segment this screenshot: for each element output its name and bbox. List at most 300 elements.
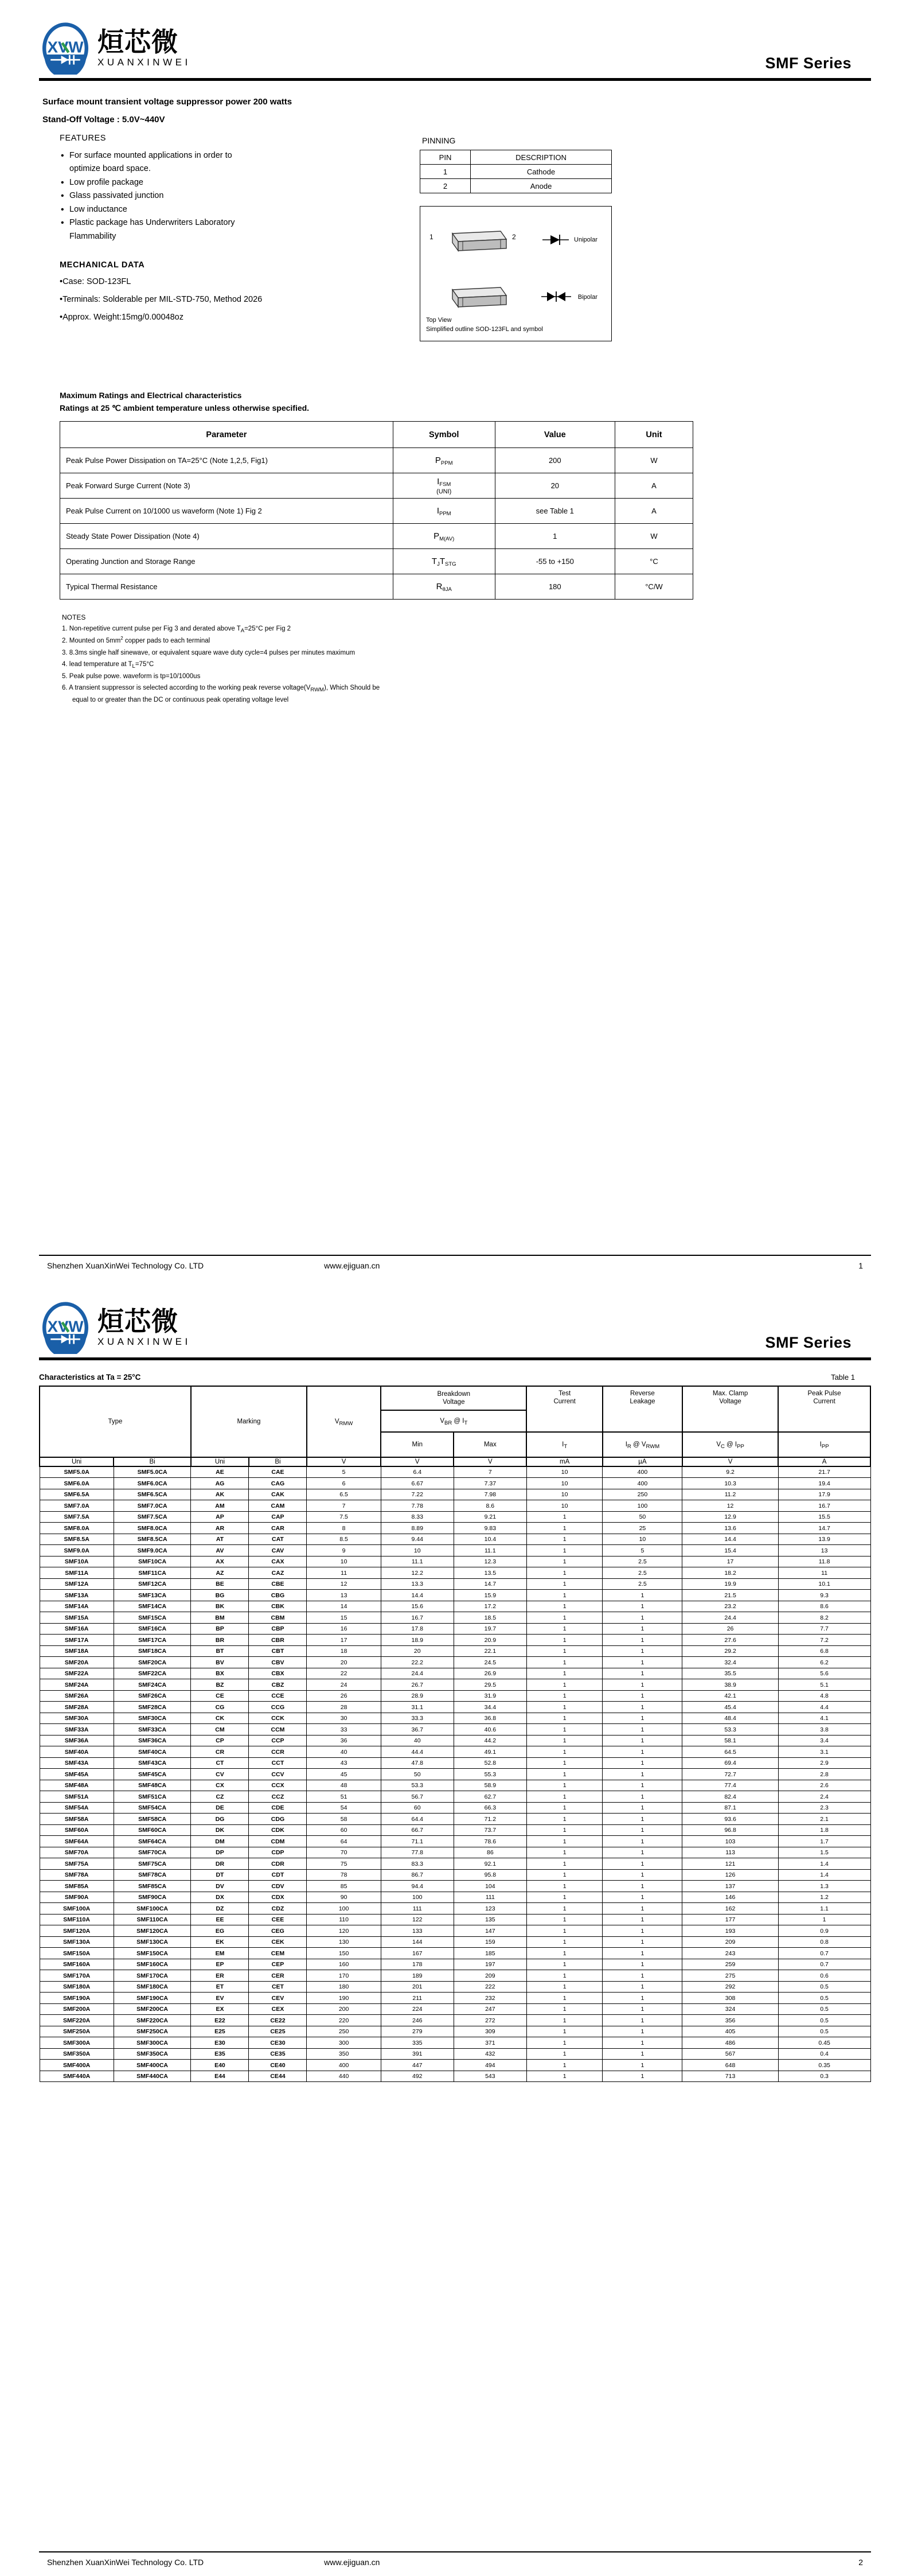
marking-uni: EP: [191, 1959, 249, 1970]
peak-pulse-current: 0.6: [778, 1970, 870, 1982]
notes-heading: NOTES: [62, 613, 86, 621]
type-bi: SMF8.5CA: [114, 1534, 191, 1545]
marking-uni: BX: [191, 1668, 249, 1679]
reverse-leakage: 400: [603, 1478, 682, 1489]
units-row: [40, 1457, 870, 1466]
note-item: equal to or greater than the DC or continuous peak operating voltage level: [72, 696, 289, 703]
table-row: [40, 1478, 870, 1489]
footer-website-2[interactable]: www.ejiguan.cn: [324, 2558, 380, 2567]
clamp-voltage: 69.4: [682, 1757, 778, 1769]
test-current: 1: [526, 1623, 603, 1635]
vrwm: 70: [307, 1847, 381, 1858]
footer-website[interactable]: www.ejiguan.cn: [324, 1261, 380, 1270]
marking-uni: EK: [191, 1936, 249, 1948]
footer-divider: [39, 1255, 871, 1256]
unit-cell: A: [615, 473, 693, 499]
feature-item: • Low inductance: [60, 203, 406, 216]
marking-uni: CP: [191, 1735, 249, 1746]
type-uni: SMF90A: [40, 1892, 114, 1903]
clamp-voltage: 405: [682, 2026, 778, 2037]
vbr-max: 12.3: [454, 1556, 526, 1567]
note-item: 3. 8.3ms single half sinewave, or equivalent square wave duty cycle=4 pulses per minutes maximum: [62, 649, 356, 656]
symbol-cell: [393, 448, 495, 473]
marking-bi: CDT: [249, 1869, 307, 1881]
clamp-voltage: 93.6: [682, 1814, 778, 1825]
test-current: 1: [526, 1523, 603, 1534]
type-uni: SMF54A: [40, 1802, 114, 1814]
vbr-min: 492: [381, 2071, 454, 2082]
mechanical-item: •Case: SOD-123FL: [60, 277, 131, 287]
type-bi: SMF400CA: [114, 2060, 191, 2071]
vbr-min: 60: [381, 1802, 454, 1814]
vbr-max: 135: [454, 1914, 526, 1925]
type-bi: SMF170CA: [114, 1970, 191, 1982]
vbr-max: 86: [454, 1847, 526, 1858]
vbr-min: 66.7: [381, 1824, 454, 1836]
type-uni: SMF58A: [40, 1814, 114, 1825]
symbol-main: P: [433, 531, 440, 541]
peak-pulse-current: 1: [778, 1914, 870, 1925]
unit-cell: °C/W: [615, 574, 693, 600]
test-current: 1: [526, 1869, 603, 1881]
reverse-leakage: 2.5: [603, 1578, 682, 1590]
table-row: [40, 1534, 870, 1545]
reverse-leakage: 1: [603, 1892, 682, 1903]
vrwm: 11: [307, 1567, 381, 1579]
unipolar-symbol-icon: [541, 233, 570, 247]
marking-bi: CBK: [249, 1601, 307, 1612]
marking-uni: DK: [191, 1824, 249, 1836]
marking-bi: CAG: [249, 1478, 307, 1489]
pin-number: 2: [420, 179, 471, 193]
table-header-row: [40, 1386, 870, 1410]
type-uni: SMF180A: [40, 1981, 114, 1993]
vbr-min: 40: [381, 1735, 454, 1746]
test-current: 1: [526, 1601, 603, 1612]
vbr-max: 18.5: [454, 1612, 526, 1624]
table-row: [40, 1702, 870, 1713]
test-current: 1: [526, 2026, 603, 2037]
reverse-leakage: 1: [603, 2048, 682, 2060]
vbr-min: 14.4: [381, 1590, 454, 1601]
symbol-sub: J: [437, 561, 440, 567]
marking-uni: BR: [191, 1635, 249, 1646]
clamp-voltage: 648: [682, 2060, 778, 2071]
page-title: SMF Series: [765, 55, 852, 72]
marking-uni: DX: [191, 1892, 249, 1903]
vbr-max: 209: [454, 1970, 526, 1982]
page-number: 1: [858, 1261, 863, 1270]
note-item: [62, 623, 871, 635]
table-row: [40, 2037, 870, 2049]
table-row: [60, 524, 693, 549]
intro-line-1: Surface mount transient voltage suppressor power 200 watts: [42, 97, 292, 107]
table-row: [40, 1511, 870, 1523]
table-row: [40, 1903, 870, 1915]
vbr-max: 58.9: [454, 1780, 526, 1791]
col-header-vbr-at-it: $V_{BR}$ @ $I_T$: [381, 1410, 526, 1432]
peak-pulse-current: 0.9: [778, 1925, 870, 1937]
marking-bi: CEX: [249, 2003, 307, 2015]
col-header-breakdown-voltage: Breakdown Voltage: [381, 1386, 526, 1410]
marking-uni: DM: [191, 1836, 249, 1847]
symbol-cell: [393, 473, 495, 499]
type-bi: SMF190CA: [114, 1993, 191, 2004]
type-bi: SMF6.0CA: [114, 1478, 191, 1489]
type-bi: SMF15CA: [114, 1612, 191, 1624]
clamp-voltage: 137: [682, 1881, 778, 1892]
vbr-max: 55.3: [454, 1769, 526, 1780]
type-bi: SMF40CA: [114, 1746, 191, 1758]
features-list: [60, 149, 406, 243]
type-uni: SMF12A: [40, 1578, 114, 1590]
pin1-label: 1: [429, 233, 433, 241]
symbol-main: R: [436, 582, 443, 592]
table-row: [40, 1713, 870, 1724]
peak-pulse-current: 7.7: [778, 1623, 870, 1635]
table-row: [40, 1523, 870, 1534]
type-bi: SMF30CA: [114, 1713, 191, 1724]
vbr-min: 26.7: [381, 1679, 454, 1691]
table-row: [40, 1567, 870, 1579]
symbol-sub-2: STG: [444, 561, 456, 567]
type-bi: SMF440CA: [114, 2071, 191, 2082]
clamp-voltage: 126: [682, 1869, 778, 1881]
type-uni: SMF440A: [40, 2071, 114, 2082]
symbol-sub: PPM: [440, 460, 453, 466]
clamp-voltage: 243: [682, 1948, 778, 1959]
symbol-main: I: [437, 476, 440, 487]
type-uni: SMF36A: [40, 1735, 114, 1746]
peak-pulse-current: 2.6: [778, 1780, 870, 1791]
vbr-min: 24.4: [381, 1668, 454, 1679]
clamp-voltage: 275: [682, 1970, 778, 1982]
vbr-min: 28.9: [381, 1690, 454, 1702]
test-current: 1: [526, 1993, 603, 2004]
table-row: [40, 1623, 870, 1635]
clamp-voltage: 356: [682, 2015, 778, 2026]
marking-uni: DT: [191, 1869, 249, 1881]
vbr-min: 246: [381, 2015, 454, 2026]
vrwm: 60: [307, 1824, 381, 1836]
test-current: 10: [526, 1500, 603, 1512]
pinning-table: [420, 150, 612, 193]
vrwm: 440: [307, 2071, 381, 2082]
vbr-min: 111: [381, 1903, 454, 1915]
test-current: 1: [526, 1612, 603, 1624]
vbr-max: 26.9: [454, 1668, 526, 1679]
table-row: [40, 2071, 870, 2082]
type-uni: SMF200A: [40, 2003, 114, 2015]
type-bi: SMF160CA: [114, 1959, 191, 1970]
type-bi: SMF180CA: [114, 1981, 191, 1993]
marking-bi: CAM: [249, 1500, 307, 1512]
test-current: 1: [526, 1780, 603, 1791]
clamp-voltage: 38.9: [682, 1679, 778, 1691]
table-row: [60, 499, 693, 524]
note-text: 2. Mounted on 5mm: [62, 637, 121, 645]
vrwm: 24: [307, 1679, 381, 1691]
note-item: [62, 682, 871, 694]
vbr-min: 189: [381, 1970, 454, 1982]
vbr-min: 100: [381, 1892, 454, 1903]
clamp-voltage: 486: [682, 2037, 778, 2049]
marking-bi: CBX: [249, 1668, 307, 1679]
type-bi: SMF130CA: [114, 1936, 191, 1948]
marking-bi: CEP: [249, 1959, 307, 1970]
marking-bi: CEG: [249, 1925, 307, 1937]
mechanical-data-block: [60, 260, 406, 324]
marking-bi: CDZ: [249, 1903, 307, 1915]
value-cell: 180: [495, 574, 615, 600]
vbr-min: 167: [381, 1948, 454, 1959]
peak-pulse-current: 6.8: [778, 1645, 870, 1657]
col-header-value: Value: [495, 422, 615, 448]
symbol-cell: [393, 574, 495, 600]
reverse-leakage: 1: [603, 1757, 682, 1769]
reverse-leakage: 1: [603, 1623, 682, 1635]
vbr-min: 7.22: [381, 1489, 454, 1500]
clamp-voltage: 42.1: [682, 1690, 778, 1702]
feature-item: optimize board space.: [69, 164, 151, 174]
unit-ir: µA: [603, 1457, 682, 1466]
reverse-leakage: 1: [603, 1858, 682, 1870]
type-uni: SMF350A: [40, 2048, 114, 2060]
table-row: [40, 1791, 870, 1803]
type-uni: SMF7.0A: [40, 1500, 114, 1512]
bipolar-label: Bipolar: [577, 294, 597, 301]
vbr-min: 11.1: [381, 1556, 454, 1567]
brand-header: [39, 0, 871, 75]
vrwm: 8.5: [307, 1534, 381, 1545]
type-uni: SMF30A: [40, 1713, 114, 1724]
peak-pulse-current: 4.8: [778, 1690, 870, 1702]
marking-bi: CEK: [249, 1936, 307, 1948]
peak-pulse-current: 3.4: [778, 1735, 870, 1746]
vbr-max: 7.98: [454, 1489, 526, 1500]
value-cell: 20: [495, 473, 615, 499]
table-row: [40, 1769, 870, 1780]
type-bi: SMF11CA: [114, 1567, 191, 1579]
type-bi: SMF18CA: [114, 1645, 191, 1657]
vbr-max: 11.1: [454, 1545, 526, 1557]
unit-header-uni: Uni: [40, 1457, 114, 1466]
characteristics-table-body: [40, 1466, 870, 2082]
peak-pulse-current: 0.5: [778, 2026, 870, 2037]
marking-bi: CE35: [249, 2048, 307, 2060]
marking-bi: CDE: [249, 1802, 307, 1814]
vrwm: 48: [307, 1780, 381, 1791]
vbr-max: 78.6: [454, 1836, 526, 1847]
vbr-max: 20.9: [454, 1635, 526, 1646]
vbr-min: 15.6: [381, 1601, 454, 1612]
peak-pulse-current: 0.5: [778, 2003, 870, 2015]
vrwm: 28: [307, 1702, 381, 1713]
reverse-leakage: 1: [603, 1970, 682, 1982]
table-row: [40, 1936, 870, 1948]
vbr-min: 22.2: [381, 1657, 454, 1668]
type-uni: SMF15A: [40, 1612, 114, 1624]
marking-bi: CBM: [249, 1612, 307, 1624]
marking-uni: AG: [191, 1478, 249, 1489]
vrwm: 160: [307, 1959, 381, 1970]
vbr-min: 279: [381, 2026, 454, 2037]
marking-bi: CCZ: [249, 1791, 307, 1803]
col-header-reverse-leakage: Reverse Leakage: [603, 1386, 682, 1432]
reverse-leakage: 1: [603, 1981, 682, 1993]
peak-pulse-current: 0.5: [778, 2015, 870, 2026]
reverse-leakage: 1: [603, 1814, 682, 1825]
type-bi: SMF70CA: [114, 1847, 191, 1858]
vbr-max: 71.2: [454, 1814, 526, 1825]
vbr-min: 178: [381, 1959, 454, 1970]
vrwm: 20: [307, 1657, 381, 1668]
vrwm: 85: [307, 1881, 381, 1892]
type-bi: SMF51CA: [114, 1791, 191, 1803]
marking-bi: CCT: [249, 1757, 307, 1769]
marking-uni: E44: [191, 2071, 249, 2082]
test-current: 10: [526, 1478, 603, 1489]
type-bi: SMF20CA: [114, 1657, 191, 1668]
clamp-voltage: 146: [682, 1892, 778, 1903]
vbr-max: 24.5: [454, 1657, 526, 1668]
type-bi: SMF8.0CA: [114, 1523, 191, 1534]
type-uni: SMF75A: [40, 1858, 114, 1870]
unit-cell: W: [615, 448, 693, 473]
marking-bi: CCV: [249, 1769, 307, 1780]
reverse-leakage: 100: [603, 1500, 682, 1512]
note-text: 6. A transient suppressor is selected according to the working peak reverse voltage(V: [62, 684, 311, 692]
type-uni: SMF8.0A: [40, 1523, 114, 1534]
vbr-max: 15.9: [454, 1590, 526, 1601]
reverse-leakage: 1: [603, 1668, 682, 1679]
peak-pulse-current: 0.5: [778, 1993, 870, 2004]
peak-pulse-current: 6.2: [778, 1657, 870, 1668]
clamp-voltage: 10.3: [682, 1478, 778, 1489]
peak-pulse-current: 10.1: [778, 1578, 870, 1590]
clamp-voltage: 35.5: [682, 1668, 778, 1679]
pin-description: Cathode: [471, 165, 612, 179]
col-header-parameter: Parameter: [60, 422, 393, 448]
type-bi: SMF110CA: [114, 1914, 191, 1925]
type-uni: SMF100A: [40, 1903, 114, 1915]
clamp-voltage: 13.6: [682, 1523, 778, 1534]
vbr-min: 6.4: [381, 1466, 454, 1478]
page-1-footer: [39, 1255, 871, 1280]
vbr-min: 33.3: [381, 1713, 454, 1724]
vbr-max: 432: [454, 2048, 526, 2060]
marking-uni: AZ: [191, 1567, 249, 1579]
test-current: 1: [526, 2071, 603, 2082]
marking-uni: CE: [191, 1690, 249, 1702]
vbr-min: 8.33: [381, 1511, 454, 1523]
marking-uni: CR: [191, 1746, 249, 1758]
symbol-sub: FSM: [439, 481, 451, 488]
table-row: [40, 2026, 870, 2037]
marking-uni: BT: [191, 1645, 249, 1657]
vrwm: 43: [307, 1757, 381, 1769]
vrwm: 250: [307, 2026, 381, 2037]
ratings-title-1: Maximum Ratings and Electrical characteristics: [60, 391, 242, 400]
test-current: 1: [526, 1567, 603, 1579]
vbr-min: 86.7: [381, 1869, 454, 1881]
reverse-leakage: 1: [603, 1746, 682, 1758]
type-bi: SMF6.5CA: [114, 1489, 191, 1500]
parameter-name: Steady State Power Dissipation (Note 4): [60, 524, 393, 549]
test-current: 1: [526, 1746, 603, 1758]
type-bi: SMF28CA: [114, 1702, 191, 1713]
note-tail: =75°C: [135, 661, 154, 668]
clamp-voltage: 103: [682, 1836, 778, 1847]
reverse-leakage: 1: [603, 1802, 682, 1814]
table-row: [40, 1858, 870, 1870]
marking-bi: CEE: [249, 1914, 307, 1925]
svg-text:XVW: XVW: [47, 1317, 84, 1336]
table-row: [40, 1948, 870, 1959]
peak-pulse-current: 13: [778, 1545, 870, 1557]
table-row: [420, 179, 612, 193]
type-bi: SMF350CA: [114, 2048, 191, 2060]
vbr-min: 56.7: [381, 1791, 454, 1803]
col-header-peak-pulse-current: Peak Pulse Current: [778, 1386, 870, 1432]
vrwm: 45: [307, 1769, 381, 1780]
marking-uni: AV: [191, 1545, 249, 1557]
vrwm: 5: [307, 1466, 381, 1478]
feature-item: • For surface mounted applications in order to: [60, 149, 406, 162]
unit-cell: °C: [615, 549, 693, 574]
vbr-max: 7.37: [454, 1478, 526, 1489]
type-uni: SMF300A: [40, 2037, 114, 2049]
clamp-voltage: 26: [682, 1623, 778, 1635]
reverse-leakage: 2.5: [603, 1556, 682, 1567]
peak-pulse-current: 4.4: [778, 1702, 870, 1713]
type-bi: SMF120CA: [114, 1925, 191, 1937]
reverse-leakage: 1: [603, 1948, 682, 1959]
reverse-leakage: 1: [603, 1836, 682, 1847]
type-uni: SMF130A: [40, 1936, 114, 1948]
vbr-max: 371: [454, 2037, 526, 2049]
table-row: [40, 1757, 870, 1769]
type-bi: SMF54CA: [114, 1802, 191, 1814]
characteristics-table: [39, 1386, 871, 2082]
vrwm: 8: [307, 1523, 381, 1534]
reverse-leakage: 1: [603, 1791, 682, 1803]
marking-bi: CCX: [249, 1780, 307, 1791]
type-uni: SMF45A: [40, 1769, 114, 1780]
type-bi: SMF10CA: [114, 1556, 191, 1567]
vbr-min: 12.2: [381, 1567, 454, 1579]
test-current: 1: [526, 1578, 603, 1590]
note-sub: A: [240, 628, 245, 634]
table-row: [40, 1802, 870, 1814]
reverse-leakage: 1: [603, 1735, 682, 1746]
type-uni: SMF8.5A: [40, 1534, 114, 1545]
vrwm: 350: [307, 2048, 381, 2060]
vbr-max: 147: [454, 1925, 526, 1937]
reverse-leakage: 1: [603, 1724, 682, 1736]
vrwm: 40: [307, 1746, 381, 1758]
type-uni: SMF43A: [40, 1757, 114, 1769]
clamp-voltage: 96.8: [682, 1824, 778, 1836]
vrwm: 120: [307, 1925, 381, 1937]
unipolar-label: Unipolar: [574, 236, 597, 243]
col-header-min: Min: [381, 1432, 454, 1457]
unit-header-marking-uni: Uni: [191, 1457, 249, 1466]
vbr-max: 272: [454, 2015, 526, 2026]
parameter-name: Peak Forward Surge Current (Note 3): [60, 473, 393, 499]
marking-bi: CE40: [249, 2060, 307, 2071]
type-uni: SMF220A: [40, 2015, 114, 2026]
